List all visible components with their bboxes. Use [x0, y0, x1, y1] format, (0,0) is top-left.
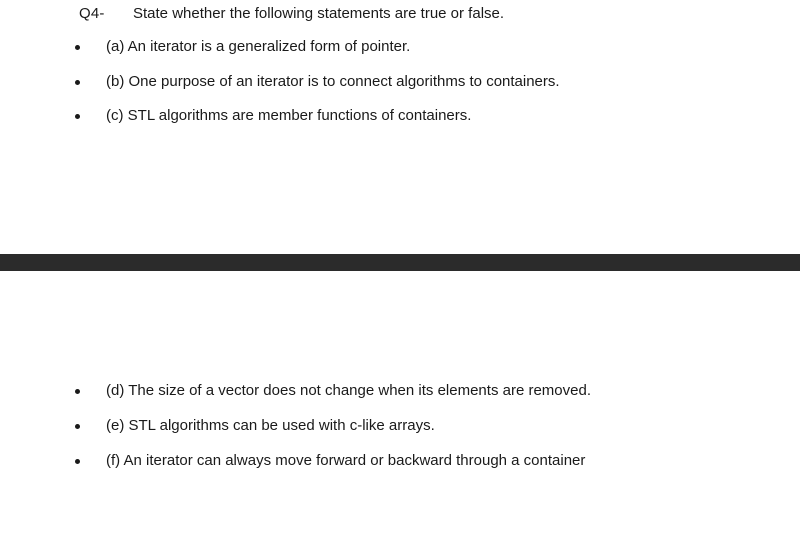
statement-text: (d) The size of a vector does not change when its elements are removed. [106, 382, 591, 399]
statement-d [0, 382, 800, 402]
statement-c [0, 107, 800, 127]
statement-text: (c) STL algorithms are member functions of containers. [106, 107, 472, 124]
statement-text: (a) An iterator is a generalized form of pointer. [106, 38, 411, 55]
question-prompt: State whether the following statements are true or false. [133, 5, 505, 22]
bullet-icon [75, 80, 80, 85]
statement-b [0, 73, 800, 93]
bullet-icon [75, 45, 80, 50]
statement-text: (f) An iterator can always move forward or backward through a container [106, 452, 586, 469]
question-number: Q4- [79, 5, 105, 22]
statement-text: (e) STL algorithms can be used with c-like arrays. [106, 417, 435, 434]
bottom-page-section [0, 271, 800, 542]
statement-a [0, 38, 800, 58]
page-divider [0, 254, 800, 271]
bullet-icon [75, 389, 80, 394]
bullet-icon [75, 459, 80, 464]
statement-f [0, 452, 800, 472]
top-page-section [0, 0, 800, 254]
bullet-icon [75, 114, 80, 119]
statement-e [0, 417, 800, 437]
bullet-icon [75, 424, 80, 429]
statement-text: (b) One purpose of an iterator is to connect algorithms to containers. [106, 73, 560, 90]
